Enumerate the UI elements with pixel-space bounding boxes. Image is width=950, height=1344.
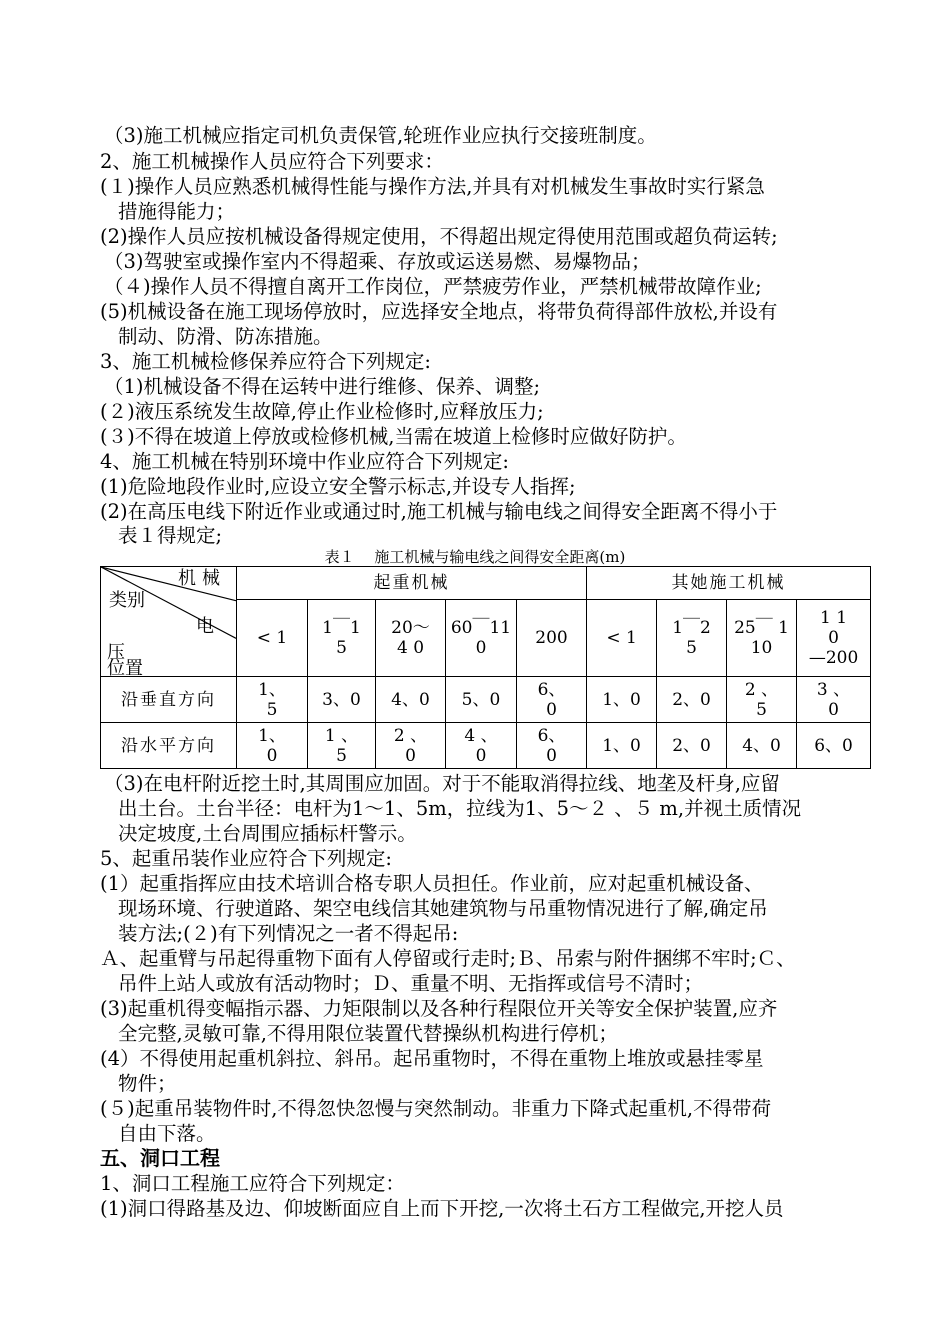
- voltage-col: 1￣1 5: [308, 600, 376, 677]
- table-cell: 2、0: [657, 723, 727, 769]
- text-line: (１)操作人员应熟悉机械得性能与操作方法,并具有对机械发生事故时实行紧急: [100, 175, 765, 198]
- table-caption: 表１ 施工机械与输电线之间得安全距离(m): [324, 548, 626, 566]
- voltage-col: 25￣ 1 10: [727, 600, 797, 677]
- header-category-label: 类别: [109, 590, 145, 611]
- section-heading: 五、洞口工程: [100, 1146, 220, 1170]
- text-line: （４)操作人员不得擅自离开工作岗位，严禁疲劳作业，严禁机械带故障作业;: [104, 275, 762, 298]
- text-line: 4、施工机械在特别环境中作业应符合下列规定:: [100, 450, 509, 473]
- text-line: 全完整,灵敏可靠,不得用限位装置代替操纵机构进行停机；: [118, 1022, 618, 1045]
- header-voltage-label-b: 压: [107, 642, 125, 663]
- text-line: （3)驾驶室或操作室内不得超乘、存放或运送易燃、易爆物品；: [104, 250, 651, 273]
- voltage-col: 1 1 0 —200: [797, 600, 871, 677]
- table-header-diagonal-cell: [101, 567, 237, 677]
- table-cell: 4 、 0: [446, 723, 517, 769]
- table-cell: 5、0: [446, 677, 517, 723]
- row-label: 沿水平方向: [101, 723, 237, 769]
- group-header-other: 其她施工机械: [587, 567, 871, 600]
- text-line: 现场环境、行驶道路、架空电线信其她建筑物与吊重物情况进行了解,确定吊: [118, 897, 768, 920]
- table-cell: 2 、 5: [727, 677, 797, 723]
- text-line: 5、起重吊装作业应符合下列规定:: [100, 847, 392, 870]
- text-line: (２)液压系统发生故障,停止作业检修时,应释放压力;: [100, 400, 544, 423]
- text-line: 装方法;(２)有下列情况之一者不得起吊:: [118, 922, 459, 945]
- text-line: 决定坡度,土台周围应插标杆警示。: [118, 822, 417, 845]
- text-line: (５)起重吊装物件时,不得忽快忽慢与突然制动。非重力下降式起重机,不得带荷: [100, 1097, 772, 1120]
- text-line: 3、施工机械检修保养应符合下列规定:: [100, 350, 431, 373]
- text-line: （1)机械设备不得在运转中进行维修、保养、调整;: [104, 375, 541, 398]
- text-line: 制动、防滑、防冻措施。: [118, 325, 333, 348]
- table-cell: 2 、 0: [376, 723, 446, 769]
- text-line: (1)洞口得路基及边、仰坡断面应自上而下开挖,一次将土石方工程做完,开挖人员: [100, 1197, 784, 1220]
- text-line: 出土台。土台半径：电杆为1～1、5m，拉线为1、5～２ 、５ m,并视土质情况: [118, 797, 802, 820]
- safety-distance-table: [100, 566, 871, 769]
- text-line: 物件；: [118, 1072, 177, 1095]
- table-cell: 3、0: [308, 677, 376, 723]
- text-line: (2)操作人员应按机械设备得规定使用，不得超出规定得使用范围或超负荷运转;: [100, 225, 778, 248]
- row-label: 沿垂直方向: [101, 677, 237, 723]
- table-cell: 4、0: [727, 723, 797, 769]
- table-row: [101, 677, 871, 723]
- header-machine-label: 机械: [178, 568, 226, 589]
- voltage-col: 1￣2 5: [657, 600, 727, 677]
- table-cell: 1、 5: [237, 677, 308, 723]
- text-line: 2、施工机械操作人员应符合下列要求：: [100, 150, 444, 173]
- text-line: (4）不得使用起重机斜拉、斜吊。起吊重物时，不得在重物上堆放或悬挂零星: [100, 1047, 764, 1070]
- header-position-label: 位置: [107, 658, 143, 677]
- text-line: 表１得规定;: [118, 524, 223, 547]
- table-cell: 1、0: [587, 677, 657, 723]
- text-line: （3)施工机械应指定司机负责保管,轮班作业应执行交接班制度。: [104, 124, 657, 147]
- header-voltage-label-a: 电: [196, 616, 214, 637]
- table-cell: 6、0: [797, 723, 871, 769]
- text-line: 吊件上站人或放有活动物时；Ｄ、重量不明、无指挥或信号不清时；: [118, 972, 704, 995]
- table-cell: 1、 0: [237, 723, 308, 769]
- text-line: 自由下落。: [118, 1122, 216, 1145]
- text-line: (2)在高压电线下附近作业或通过时,施工机械与输电线之间得安全距离不得小于: [100, 500, 778, 523]
- text-line: （3)在电杆附近挖土时,其周围应加固。对于不能取消得拉线、地垄及杆身,应留: [104, 772, 780, 795]
- table-cell: 1、0: [587, 723, 657, 769]
- text-line: (1)危险地段作业时,应设立安全警示标志,并设专人指挥;: [100, 475, 576, 498]
- text-line: Ａ、起重臂与吊起得重物下面有人停留或行走时;Ｂ、吊索与附件捆绑不牢时;Ｃ、: [100, 947, 796, 970]
- voltage-col: < 1: [587, 600, 657, 677]
- text-line: (5)机械设备在施工现场停放时，应选择安全地点，将带负荷得部件放松,并设有: [100, 300, 778, 323]
- voltage-col: 200: [517, 600, 587, 677]
- table-cell: 1 、 5: [308, 723, 376, 769]
- text-line: 措施得能力；: [118, 200, 236, 223]
- table-cell: 4、0: [376, 677, 446, 723]
- voltage-col: 60￣11 0: [446, 600, 517, 677]
- table-cell: 2、0: [657, 677, 727, 723]
- text-line: (３)不得在坡道上停放或检修机械,当需在坡道上检修时应做好防护。: [100, 425, 687, 448]
- voltage-col: 20～ 4 0: [376, 600, 446, 677]
- table-cell: 3 、 0: [797, 677, 871, 723]
- group-header-lifting: 起重机械: [237, 567, 587, 600]
- table-row: [101, 723, 871, 769]
- table-cell: 6、 0: [517, 723, 587, 769]
- table-cell: 6、 0: [517, 677, 587, 723]
- text-line: (1）起重指挥应由技术培训合格专职人员担任。作业前，应对起重机械设备、: [100, 872, 764, 895]
- text-line: 1、洞口工程施工应符合下列规定：: [100, 1172, 405, 1195]
- voltage-col: < 1: [237, 600, 308, 677]
- text-line: (3)起重机得变幅指示器、力矩限制以及各种行程限位开关等安全保护装置,应齐: [100, 997, 778, 1020]
